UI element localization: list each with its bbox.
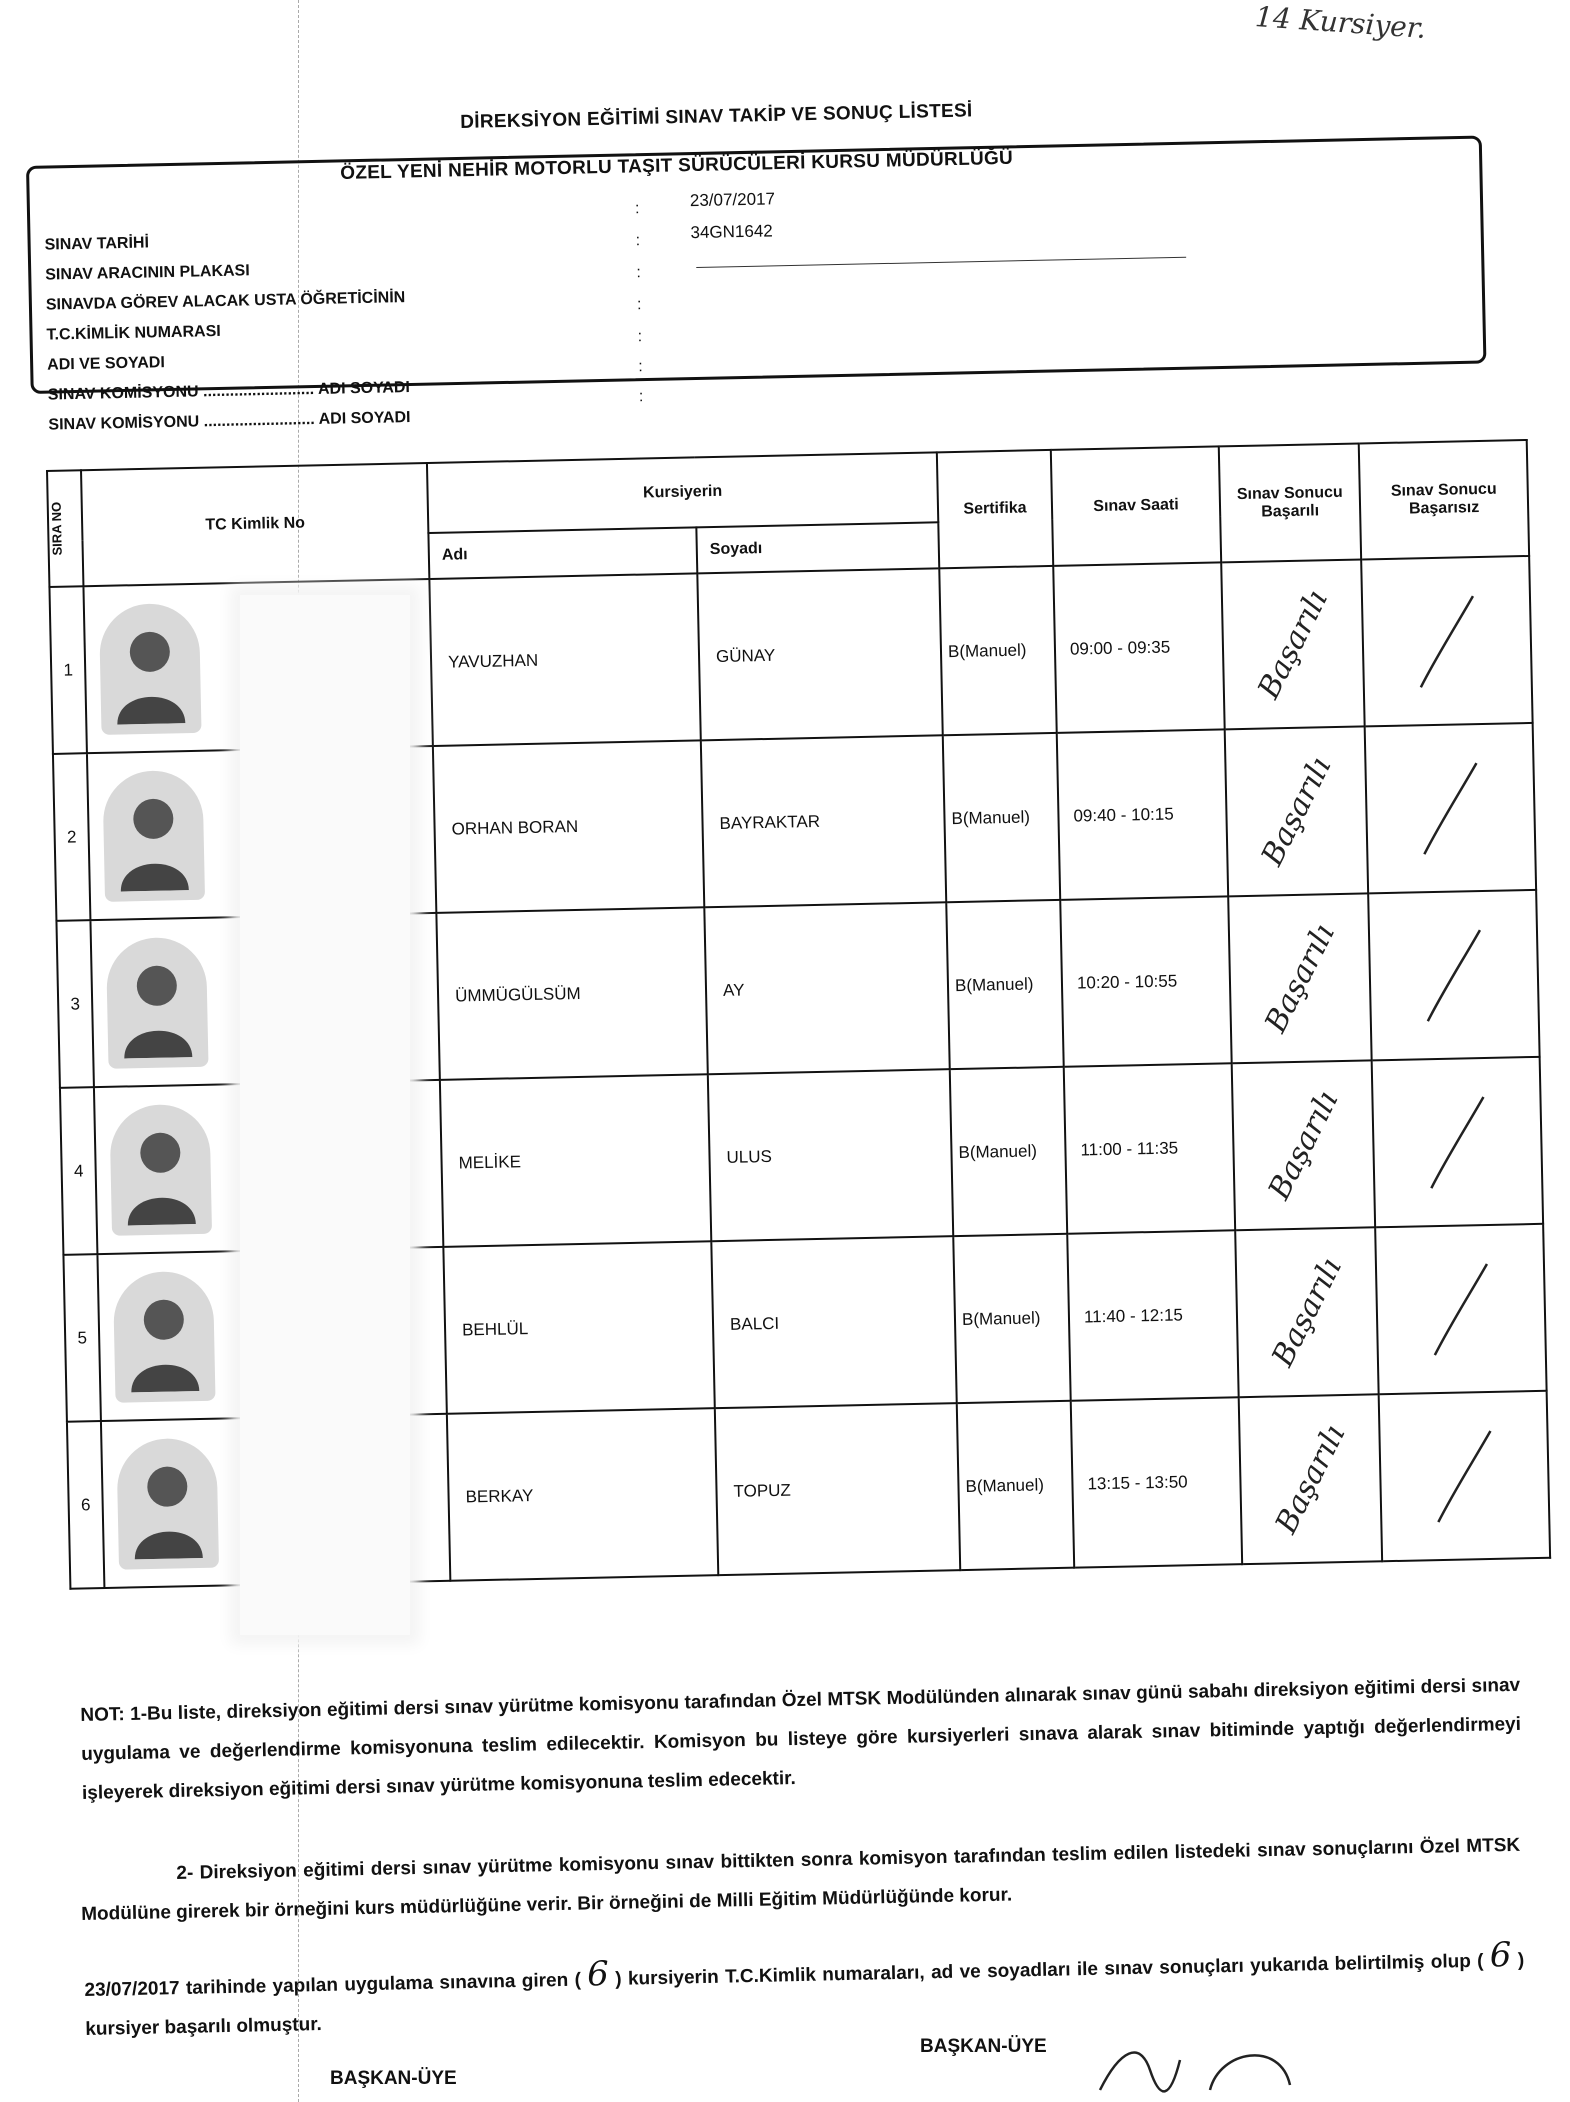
document-title: DİREKSİYON EĞİTİMİ SINAV TAKİP VE SONUÇ LİSTESİ — [460, 100, 973, 133]
info-label-commission-1: SINAV KOMİSYONU ......................... ADI SOYADI — [47, 379, 411, 404]
redacted-tc-numbers — [240, 595, 410, 1635]
signature-left-label: BAŞKAN-ÜYE — [330, 2068, 457, 2089]
result-failed-cell — [1379, 1391, 1550, 1561]
result-passed-cell — [1221, 559, 1364, 729]
info-colon: : — [638, 388, 644, 406]
handwritten-note: 14 Kursiyer. — [1254, 0, 1428, 45]
summary-part-1: 23/07/2017 tarihinde yapılan uygulama sınavına giren ( — [84, 1969, 582, 2001]
certificate: B(Manuel) — [953, 1234, 1070, 1403]
first-name: ORHAN BORAN — [433, 740, 704, 913]
exam-time: 13:15 - 13:50 — [1071, 1397, 1242, 1567]
signature-scribble — [1080, 2030, 1300, 2102]
info-value-date: 23/07/2017 — [689, 189, 776, 211]
row-number: 2 — [53, 753, 90, 921]
result-passed-cell — [1228, 893, 1371, 1063]
person-icon — [113, 779, 195, 891]
info-label-name: ADI VE SOYADI — [46, 354, 165, 374]
result-failed-cell — [1365, 723, 1536, 893]
result-failed-cell — [1375, 1224, 1546, 1394]
info-label-tc: T.C.KİMLİK NUMARASI — [46, 322, 221, 344]
result-passed-cell — [1232, 1060, 1375, 1230]
last-name: ULUS — [708, 1069, 953, 1241]
person-icon — [120, 1113, 202, 1225]
last-name: AY — [704, 902, 949, 1074]
exam-time: 10:20 - 10:55 — [1060, 896, 1231, 1066]
first-name: MELİKE — [440, 1074, 711, 1247]
strike-mark-icon — [1366, 751, 1534, 864]
result-passed-handwritten: Başarılı — [1265, 1252, 1349, 1373]
person-icon — [127, 1447, 209, 1559]
info-value-plate: 34GN1642 — [690, 221, 773, 243]
exam-info-box — [26, 136, 1486, 434]
applicant-photo — [109, 1103, 212, 1235]
info-label-instructor: SINAVDA GÖREV ALACAK USTA ÖĞRETİCİNİN — [45, 289, 406, 314]
strike-mark-icon — [1377, 1252, 1545, 1365]
certificate: B(Manuel) — [939, 566, 1056, 735]
result-failed-cell — [1361, 556, 1532, 726]
person-icon — [116, 946, 198, 1058]
result-failed-cell — [1368, 890, 1539, 1060]
first-name: YAVUZHAN — [429, 573, 700, 746]
header-adi: Adı — [428, 527, 697, 579]
result-passed-handwritten: Başarılı — [1261, 1085, 1346, 1206]
header-soyadi: Soyadı — [696, 522, 939, 573]
first-name: ÜMMÜGÜLSÜM — [436, 907, 707, 1080]
strike-mark-icon — [1370, 918, 1538, 1031]
result-passed-cell — [1225, 726, 1368, 896]
header-tc: TC Kimlik No — [81, 463, 429, 586]
header-sertifika: Sertifika — [937, 450, 1053, 568]
strike-mark-icon — [1363, 584, 1531, 697]
info-colon: : — [637, 328, 643, 346]
info-colon: : — [635, 232, 641, 250]
info-colon: : — [636, 296, 642, 314]
note-2: 2- Direksiyon eğitimi dersi sınav yürütme komisyonu sınav bittikten sonra komisyon tarafından teslim edilen listedeki sınav sonuçlarını Özel MTSK Modülüne girerek bir örneğini kurs müdürlüğüne verir. Bir örneğini de Milli Eğitim Müdürlüğünde korur. — [81, 1834, 1521, 1925]
certificate: B(Manuel) — [957, 1401, 1074, 1570]
row-number: 4 — [60, 1087, 97, 1255]
certificate: B(Manuel) — [943, 733, 1060, 902]
result-passed-handwritten: Başarılı — [1251, 584, 1335, 705]
applicant-photo — [116, 1437, 219, 1569]
result-failed-cell — [1372, 1057, 1543, 1227]
header-kursiyerin: Kursiyerin — [427, 452, 938, 533]
first-name: BEHLÜL — [443, 1241, 714, 1414]
person-icon — [123, 1280, 205, 1392]
info-label-commission-2: SINAV KOMİSYONU ......................... ADI SOYADI — [48, 409, 411, 434]
info-colon: : — [634, 200, 640, 218]
exam-time: 11:40 - 12:15 — [1067, 1230, 1238, 1400]
exam-time: 09:00 - 09:35 — [1053, 562, 1224, 732]
row-number: 6 — [67, 1421, 104, 1589]
last-name: TOPUZ — [715, 1403, 960, 1575]
last-name: GÜNAY — [697, 568, 942, 740]
summary-part-3: ) kursiyer başarılı olmuştur. — [85, 1949, 1525, 2040]
header-saat: Sınav Saati — [1051, 446, 1221, 565]
summary-part-2: ) kursiyerin T.C.Kimlik numaraları, ad ve soyadları ile sınav sonuçları yukarıda belirtilmiş olup ( — [615, 1950, 1484, 1990]
strike-mark-icon — [1373, 1085, 1541, 1198]
blank-line — [696, 257, 1186, 268]
applicant-photo — [99, 602, 202, 734]
result-passed-handwritten: Başarılı — [1268, 1419, 1353, 1540]
applicant-photo — [113, 1270, 216, 1402]
header-basarisiz: Sınav Sonucu Başarısız — [1359, 440, 1529, 559]
result-passed-handwritten: Başarılı — [1258, 918, 1342, 1039]
exam-time: 11:00 - 11:35 — [1064, 1063, 1235, 1233]
strike-mark-icon — [1380, 1419, 1548, 1532]
summary-count-1: 6 — [586, 1954, 610, 1995]
signature-right-label: BAŞKAN-ÜYE — [920, 2036, 1047, 2057]
document-subtitle: ÖZEL YENİ NEHİR MOTORLU TAŞIT SÜRÜCÜLERİ KURSU MÜDÜRLÜĞÜ — [340, 147, 1014, 184]
row-number: 1 — [49, 586, 86, 754]
applicant-photo — [106, 936, 209, 1068]
applicant-photo — [102, 769, 205, 901]
note-1: NOT: 1-Bu liste, direksiyon eğitimi dersi sınav yürütme komisyonu tarafından Özel MTSK Modülünden alınarak sınav günü sabahı direksiyon eğitimi dersi sınav uygulama ve değerlendirme komisyonuna teslim edilecektir. Komisyon bu listeye göre kursiyerleri sınava alarak sınav bitiminde yaptığı değerlendirmeyi işleyerek direksiyon eğitimi dersi sınav yürütme komisyonuna teslim edecektir. — [80, 1674, 1522, 1804]
exam-time: 09:40 - 10:15 — [1057, 729, 1228, 899]
first-name: BERKAY — [447, 1408, 718, 1581]
summary-text — [84, 1936, 1525, 2049]
result-passed-cell — [1239, 1394, 1382, 1564]
info-label-plate: SINAV ARACININ PLAKASI — [45, 262, 250, 284]
header-basarili: Sınav Sonucu Başarılı — [1219, 444, 1361, 563]
person-icon — [109, 613, 191, 725]
info-colon: : — [638, 358, 643, 376]
info-colon: : — [636, 264, 641, 282]
last-name: BALCI — [711, 1236, 956, 1408]
row-number: 3 — [56, 920, 93, 1088]
last-name: BAYRAKTAR — [701, 735, 946, 907]
summary-count-2: 6 — [1489, 1935, 1512, 1976]
result-passed-cell — [1235, 1227, 1378, 1397]
certificate: B(Manuel) — [946, 900, 1063, 1069]
row-number: 5 — [63, 1254, 100, 1422]
result-passed-handwritten: Başarılı — [1254, 751, 1339, 872]
info-label-date: SINAV TARİHİ — [44, 234, 150, 254]
certificate: B(Manuel) — [950, 1067, 1067, 1236]
header-sira-no: SIRA NO — [47, 470, 83, 587]
